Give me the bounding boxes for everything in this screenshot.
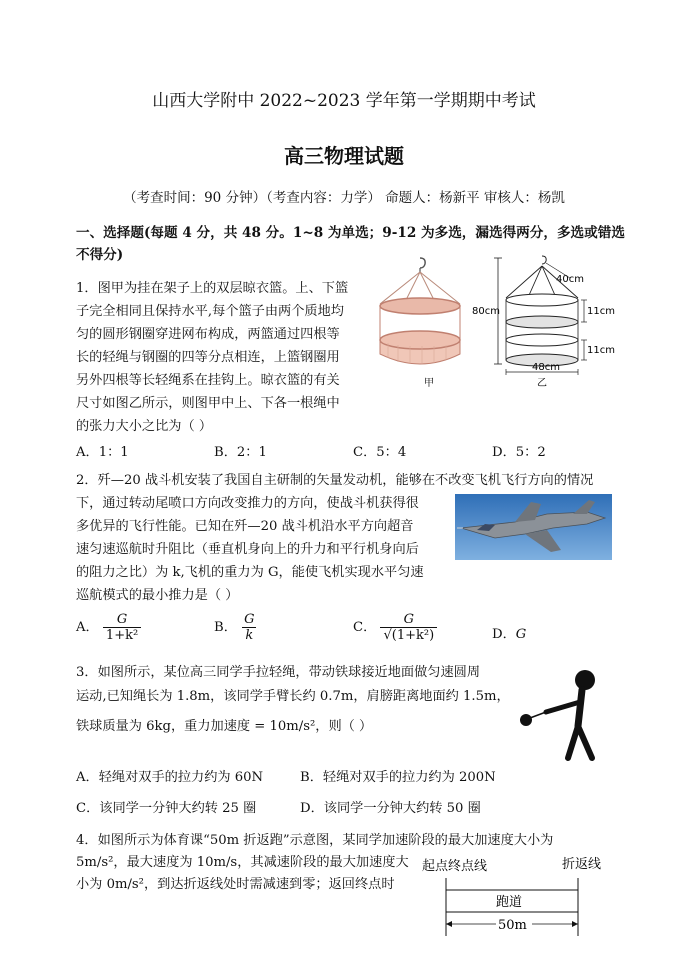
dim-40cm: 40cm	[556, 274, 584, 285]
q2-text: 的阻力之比）为 k,飞机的重力为 G，能使飞机实现水平匀速	[76, 565, 424, 580]
q3-text: 铁球质量为 6kg，重力加速度 = 10m/s²，则（ ）	[76, 719, 373, 734]
fighter-jet-photo	[455, 494, 612, 560]
q2-option-b: B． $\frac{G}{k}$	[214, 612, 257, 643]
fraction: $\frac{G}{\text{1+k²}}$	[103, 612, 141, 643]
q1-text: 匀的圆形钢圈穿进网布构成，两篮通过四根等	[76, 327, 340, 342]
q1-text: 尺寸如图乙所示，则图甲中上、下各一根绳中	[76, 396, 340, 411]
q4-text: 小为 0m/s²，到达折返线处时需减速到零；返回终点时	[76, 877, 395, 892]
exam-header: 山西大学附中 2022~2023 学年第一学期期中考试	[152, 91, 536, 111]
dim-80cm: 80cm	[472, 306, 500, 317]
q2-option-c: C． $\frac{G}{\text{√(1+k²)}}$	[353, 612, 437, 643]
section-heading: 一、选择题(每题 4 分，共 48 分。1~8 为单选；9-12 为多选，漏选得两分，多选或错选	[76, 225, 625, 241]
q1-option-a: A．1：1	[76, 445, 129, 460]
q1-option-d: D．5：2	[492, 445, 546, 460]
q4-text: 5m/s²，最大速度为 10m/s，其减速阶段的最大加速度大	[76, 855, 409, 870]
laundry-basket-photo	[372, 256, 468, 390]
q1-option-b: B．2：1	[214, 445, 267, 460]
q2-text: 速匀速巡航时升阻比（垂直机身向上的升力和平行机身向后	[76, 542, 419, 557]
start-finish-line-label: 起点终点线	[422, 859, 488, 874]
track-label: 跑道	[496, 895, 523, 910]
q1-text: 另外四根等长轻绳系在挂钩上。晾衣篮的有关	[76, 373, 340, 388]
q1-text: 子完全相同且保持水平,每个篮子由两个质地均	[76, 304, 344, 319]
shuttle-run-diagram	[420, 856, 620, 966]
q4-text: 4．如图所示为体育课“50m 折返跑”示意图，某同学加速阶段的最大加速度大小为	[76, 833, 554, 848]
basket-dimension-diagram	[470, 252, 620, 392]
q2-text: 巡航模式的最小推力是（ ）	[76, 588, 239, 603]
q3-text: 运动,已知绳长为 1.8m，该同学手臂长约 0.7m，肩膀距离地面约 1.5m，	[76, 689, 510, 704]
fraction: $\frac{G}{\text{√(1+k²)}}$	[380, 612, 437, 643]
dim-11cm-top: 11cm	[587, 306, 615, 317]
q1-option-c: C．5：4	[353, 445, 407, 460]
hammer-thrower-figure	[516, 668, 606, 762]
distance-label: 50m	[498, 918, 527, 933]
q3-option-d: D．该同学一分钟大约转 50 圈	[300, 801, 481, 816]
q2-option-a: A． $\frac{G}{\text{1+k²}}$	[76, 612, 141, 643]
dim-11cm-bottom: 11cm	[587, 345, 615, 356]
q3-option-a: A．轻绳对双手的拉力约为 60N	[76, 770, 264, 785]
q1-text: 的张力大小之比为（ ）	[76, 419, 213, 434]
q2-text: 下，通过转动尾喷口方向改变推力的方向，使战斗机获得很	[76, 496, 419, 511]
q3-option-c: C．该同学一分钟大约转 25 圈	[76, 801, 257, 816]
q2-option-d: D．G	[492, 627, 527, 642]
q2-text: 多优异的飞行性能。已知在歼—20 战斗机沿水平方向超音	[76, 519, 414, 534]
fraction: $\frac{G}{k}$	[244, 612, 255, 643]
q1-text: 1．图甲为挂在架子上的双层晾衣篮。上、下篮	[76, 281, 349, 296]
subject-title: 高三物理试题	[284, 144, 404, 168]
q3-option-b: B．轻绳对双手的拉力约为 200N	[300, 770, 496, 785]
label-jia: 甲	[424, 378, 434, 389]
q3-text: 3．如图所示，某位高三同学手拉轻绳，带动铁球接近地面做匀速圆周	[76, 665, 481, 680]
dim-48cm: 48cm	[532, 362, 560, 373]
q2-text: 2．歼—20 战斗机安装了我国自主研制的矢量发动机，能够在不改变飞机飞行方向的情况	[76, 473, 594, 488]
section-heading-cont: 不得分)	[76, 247, 124, 263]
turnaround-line-label: 折返线	[562, 857, 602, 872]
q1-text: 长的轻绳与钢圈的四等分点相连，上篮钢圈用	[76, 350, 340, 365]
exam-info: （考查时间：90 分钟）（考查内容：力学） 命题人：杨新平 审核人：杨凯	[123, 190, 565, 206]
label-yi: 乙	[537, 378, 547, 389]
